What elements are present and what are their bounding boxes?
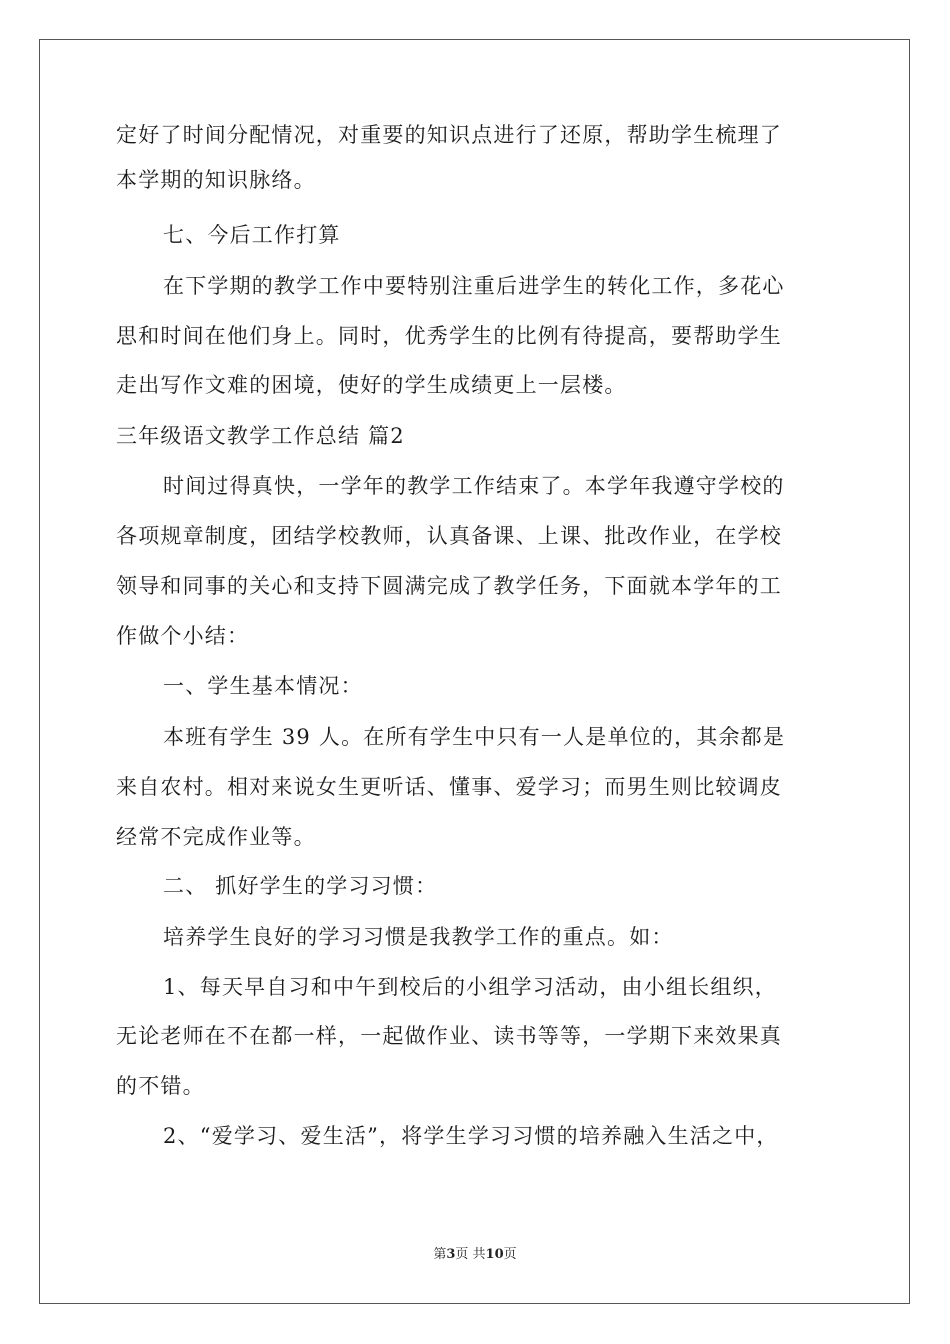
footer-total-pages: 10 bbox=[485, 1247, 504, 1262]
text-line: 七、今后工作打算 bbox=[163, 223, 341, 247]
footer-mid: 页 共 bbox=[455, 1247, 486, 1262]
text-line: 三年级语文教学工作总结 篇2 bbox=[116, 424, 405, 448]
text-line: 领导和同事的关心和支持下圆满完成了教学任务，下面就本学年的工 bbox=[116, 574, 782, 598]
text-line: 一、学生基本情况： bbox=[163, 674, 363, 698]
text-line: 培养学生良好的学习习惯是我教学工作的重点。如： bbox=[163, 925, 674, 949]
text-line: 作做个小结： bbox=[116, 624, 250, 648]
text-line: 走出写作文难的困境，使好的学生成绩更上一层楼。 bbox=[116, 373, 627, 397]
footer-prefix: 第 bbox=[433, 1247, 447, 1262]
text-line: 无论老师在不在都一样，一起做作业、读书等等，一学期下来效果真 bbox=[116, 1024, 782, 1048]
text-line: 本班有学生 39 人。在所有学生中只有一人是单位的，其余都是 bbox=[163, 725, 786, 749]
footer-suffix: 页 bbox=[503, 1247, 517, 1262]
text-line: 2、“爱学习、爱生活”，将学生学习习惯的培养融入生活之中， bbox=[163, 1124, 779, 1148]
text-line: 在下学期的教学工作中要特别注重后进学生的转化工作，多花心 bbox=[163, 274, 785, 298]
text-line: 思和时间在他们身上。同时，优秀学生的比例有待提高，要帮助学生 bbox=[116, 324, 782, 348]
text-line: 二、 抓好学生的学习习惯： bbox=[163, 874, 438, 898]
text-line: 本学期的知识脉络。 bbox=[116, 168, 316, 192]
text-line: 时间过得真快，一学年的教学工作结束了。本学年我遵守学校的 bbox=[163, 474, 785, 498]
text-line: 经常不完成作业等。 bbox=[116, 825, 316, 849]
page-footer bbox=[0, 1246, 950, 1264]
text-line: 的不错。 bbox=[116, 1074, 205, 1098]
text-line: 1、每天早自习和中午到校后的小组学习活动，由小组长组织， bbox=[163, 975, 777, 999]
text-line: 定好了时间分配情况，对重要的知识点进行了还原，帮助学生梳理了 bbox=[116, 123, 782, 147]
footer-page-number: 3 bbox=[446, 1247, 456, 1262]
text-line: 各项规章制度，团结学校教师，认真备课、上课、批改作业，在学校 bbox=[116, 524, 782, 548]
text-line: 来自农村。相对来说女生更听话、懂事、爱学习；而男生则比较调皮 bbox=[116, 775, 782, 799]
